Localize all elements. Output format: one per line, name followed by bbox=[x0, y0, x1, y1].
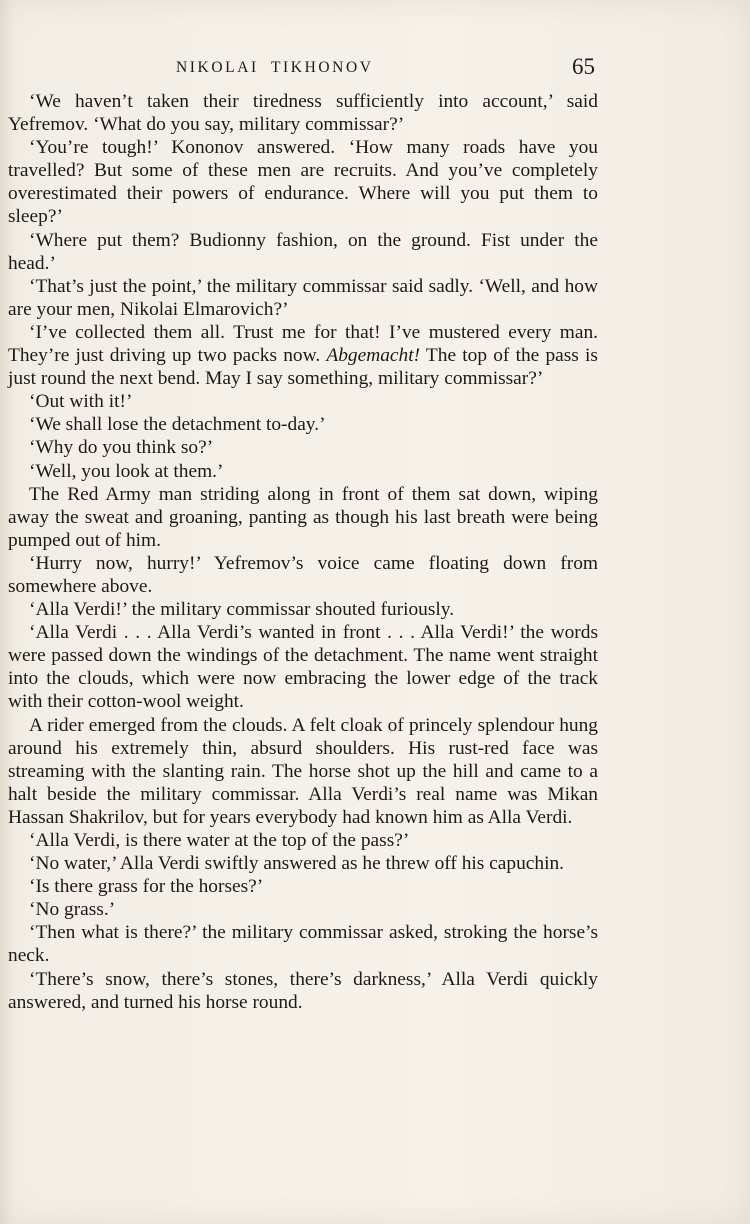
page-header bbox=[0, 54, 750, 86]
paragraph: ‘Hurry now, hurry!’ Yefremov’s voice came floating down from somewhere above. bbox=[8, 552, 598, 597]
paragraph: ‘Is there grass for the horses?’ bbox=[29, 876, 264, 898]
paragraph: ‘Out with it!’ bbox=[29, 391, 133, 413]
paragraph: ‘Alla Verdi . . . Alla Verdi’s wanted in front . . . Alla Verdi!’ the words were passed down the windings of the detachment. The name went straight into the clouds, which were now embracing the lower edge of the track with their cotton-wool weight. bbox=[8, 622, 598, 713]
running-title: NIKOLAI TIKHONOV bbox=[176, 59, 374, 76]
body-text bbox=[8, 90, 598, 1014]
paragraph-text: The top of the pass is just round the next bend. May I say something, military commissar?’ bbox=[8, 345, 598, 390]
paragraph: ‘We haven’t taken their tiredness sufficiently into account,’ said Yefremov. ‘What do you say, military commissar?’ bbox=[8, 91, 598, 136]
paragraph: ‘Why do you think so?’ bbox=[29, 437, 214, 459]
paragraph: ‘No water,’ Alla Verdi swiftly answered as he threw off his capuchin. bbox=[29, 853, 565, 875]
paragraph: ‘Well, you look at them.’ bbox=[29, 460, 224, 482]
paragraph: ‘Then what is there?’ the military commissar asked, stroking the horse’s neck. bbox=[8, 922, 598, 967]
page-number: 65 bbox=[572, 54, 595, 79]
paragraph: The Red Army man striding along in front of them sat down, wiping away the sweat and groaning, panting as though his last breath were being pumped out of him. bbox=[8, 483, 598, 551]
paragraph bbox=[8, 321, 598, 390]
paragraph: ‘We shall lose the detachment to-day.’ bbox=[29, 414, 326, 436]
paragraph: A rider emerged from the clouds. A felt cloak of princely splendour hung around his extremely thin, absurd shoulders. His rust-red face was streaming with the slanting rain. The horse shot up the hill and came to a halt beside the military commissar. Alla Verdi’s real name was Mikan Hassan Shakrilov, but for years everybody had known him as Alla Verdi. bbox=[8, 714, 598, 828]
paragraph: ‘No grass.’ bbox=[29, 899, 116, 921]
paragraph: ‘There’s snow, there’s stones, there’s darkness,’ Alla Verdi quickly answered, and turned his horse round. bbox=[8, 968, 598, 1013]
paragraph: ‘That’s just the point,’ the military commissar said sadly. ‘Well, and how are your men, Nikolai Elmarovich?’ bbox=[8, 275, 598, 320]
italic-word: Abgemacht! bbox=[326, 345, 421, 367]
paragraph: ‘Alla Verdi, is there water at the top of the pass?’ bbox=[29, 830, 410, 851]
paragraph-text: ‘I’ve collected them all. Trust me for that! I’ve mustered every man. They’re just driving up two packs now. bbox=[8, 321, 598, 367]
paragraph: ‘Alla Verdi!’ the military commissar shouted furiously. bbox=[29, 599, 455, 621]
paragraph: ‘You’re tough!’ Kononov answered. ‘How many roads have you travelled? But some of these men are recruits. And you’ve completely overestimated their powers of endurance. Where will you put them to sleep?’ bbox=[8, 137, 598, 228]
paragraph: ‘Where put them? Budionny fashion, on the ground. Fist under the head.’ bbox=[8, 229, 598, 274]
